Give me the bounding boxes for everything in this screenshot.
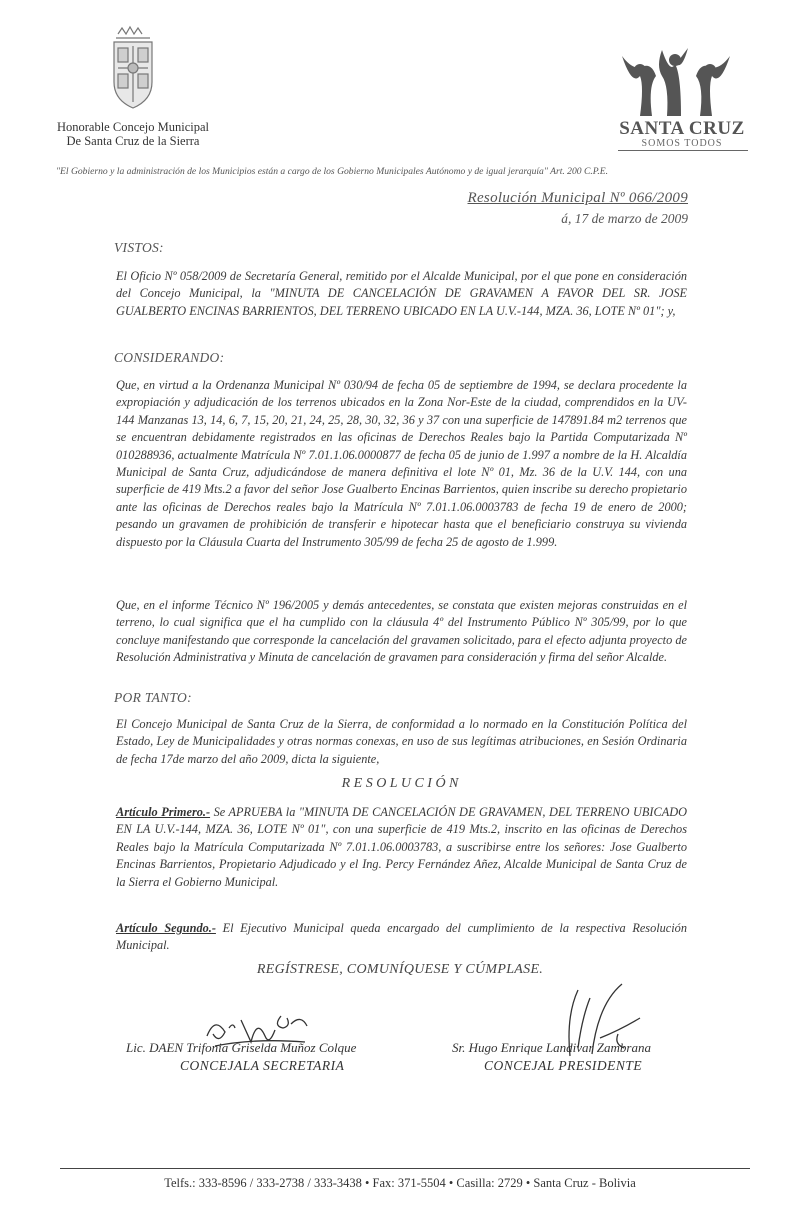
resolution-date: á, 17 de marzo de 2009 (561, 211, 688, 226)
left-signatory-role: CONCEJALA SECRETARIA (180, 1058, 345, 1073)
considerando-paragraph-2: Que, en el informe Técnico Nº 196/2005 y demás antecedentes, se constata que existen mejoras construidas en el terreno, lo cual significa que el ha cumplido con la cláusula 4º del Instrumento Público Nº 305/99, por lo que concluye manifestando que corresponde la cancelación del gravamen solicitado, para el efecto adjunta proyecto de Resolución Administrativa y Minuta de cancelación de gravamen para consideración y firma del señor Alcalde. (116, 598, 687, 665)
left-signatory-name: Lic. DAEN Trifonia Griselda Muñoz Colque (126, 1040, 357, 1055)
closing-formula: REGÍSTRESE, COMUNÍQUESE Y CÚMPLASE. (256, 962, 544, 977)
logo-title: SANTA CRUZ (619, 118, 745, 139)
vistos-text: El Oficio Nº 058/2009 de Secretaría General, remitido por el Alcalde Municipal, por el que pone en consideración del Concejo Municipal, la "MINUTA DE CANCELACIÓN DE GRAVAMEN A FAVOR DEL SR. JOSE GUALBERTO ENCINAS BARRIENTOS, DEL TERRENO UBICADO EN LA U.V.-144, MZA. 36, LOTE Nº 01"; y, (116, 269, 687, 318)
org-line-1: Honorable Concejo Municipal (56, 120, 210, 134)
considerando-heading: CONSIDERANDO: (114, 350, 225, 365)
right-signatory-role: CONCEJAL PRESIDENTE (484, 1058, 643, 1073)
article-first-label: Artículo Primero.- (116, 805, 211, 819)
article-second (116, 920, 687, 955)
right-signatory-name: Sr. Hugo Enrique Landivar Zambrana (452, 1040, 651, 1055)
footer-contact: Telfs.: 333-8596 / 333-2738 / 333-3438 • Fax: 371-5504 • Casilla: 2729 • Santa Cruz - Bolivia (164, 1176, 636, 1190)
vistos-heading: VISTOS: (114, 240, 164, 255)
considerando-paragraph-1: Que, en virtud a la Ordenanza Municipal Nº 030/94 de fecha 05 de septiembre de 1994, se declara procedente la expropiación y adjudicación de los terrenos ubicados en la Zona Nor-Este de la ciudad, comprendidos en la UV-144 Manzanas 13, 14, 6, 7, 15, 20, 21, 24, 25, 28, 30, 32, 36 y 37 con una superficie de 147891.84 m2 terrenos que se encuentran debidamente registrados en las oficinas de Derechos Reales bajo la Partida Computarizada Nº 010288936, actualmente Matrícula Nº 7.01.1.06.0000877 de fecha 05 de junio de 1.997 a nombre de la H. Alcaldía Municipal de Santa Cruz, adjudicándose de manera definitiva el lote Nº 01, Mz. 36 de la U.V. 144, con una superficie de 419 Mts.2 a favor del señor Jose Gualberto Encinas Barrientos, quien inscribe su derecho propietario ante las oficinas de Derechos reales bajo la Matrícula Nº 7.01.1.06.0003783 de fecha 19 de enero de 2000; pesando un gravamen de prohibición de transferir e hipotecar hasta que el beneficiario construya su vivienda dispuesto por la Cláusula Cuarta del Instrumento 305/99 de fecha 25 de agosto de 1.999. (116, 378, 687, 549)
organization-name (48, 120, 218, 148)
footer-divider (60, 1168, 750, 1169)
por-tanto-heading: POR TANTO: (114, 690, 192, 705)
article-first-text: Se APRUEBA la "MINUTA DE CANCELACIÓN DE GRAVAMEN, DEL TERRENO UBICADO EN LA U.V.-144, MZA. 36, LOTE Nº 01", con una superficie de 419 Mts.2, inscrito en las oficinas de Derechos Reales bajo la Matrícula Computarizada Nº 7.01.1.06.0003783, a suscribirse entre los señores: Jose Gualberto Encinas Barrientos, Propietario Adjudicado y el Ing. Percy Fernández Añez, Alcalde Municipal de Santa Cruz de la Sierra el Gobierno Municipal. (116, 805, 687, 889)
logo-underline (618, 150, 748, 151)
article-second-text: El Ejecutivo Municipal queda encargado del cumplimiento de la respectiva Resolución Municipal. (116, 921, 687, 953)
resolution-title: Resolución Municipal Nº 066/2009 (467, 190, 688, 206)
por-tanto-text: El Concejo Municipal de Santa Cruz de la Sierra, de conformidad a lo normado en la Constitución Política del Estado, Ley de Municipalidades y otras normas conexas, en uso de sus legítimas atribuciones, en Sesión Ordinaria de fecha 17de marzo del año 2009, dicta la siguiente, (116, 717, 687, 766)
constitution-quote: "El Gobierno y la administración de los Municipios están a cargo de los Gobierno Municipales Autónomo y de igual jerarquía" Art. 200 C.P.E. (56, 166, 609, 177)
logo-subtitle: SOMOS TODOS (641, 138, 723, 149)
article-first (116, 804, 687, 891)
resolucion-heading: R E S O L U C I Ó N (341, 776, 459, 791)
coat-of-arms-logo (104, 24, 162, 116)
article-second-label: Artículo Segundo.- (116, 921, 216, 935)
org-line-2: De Santa Cruz de la Sierra (66, 134, 200, 148)
